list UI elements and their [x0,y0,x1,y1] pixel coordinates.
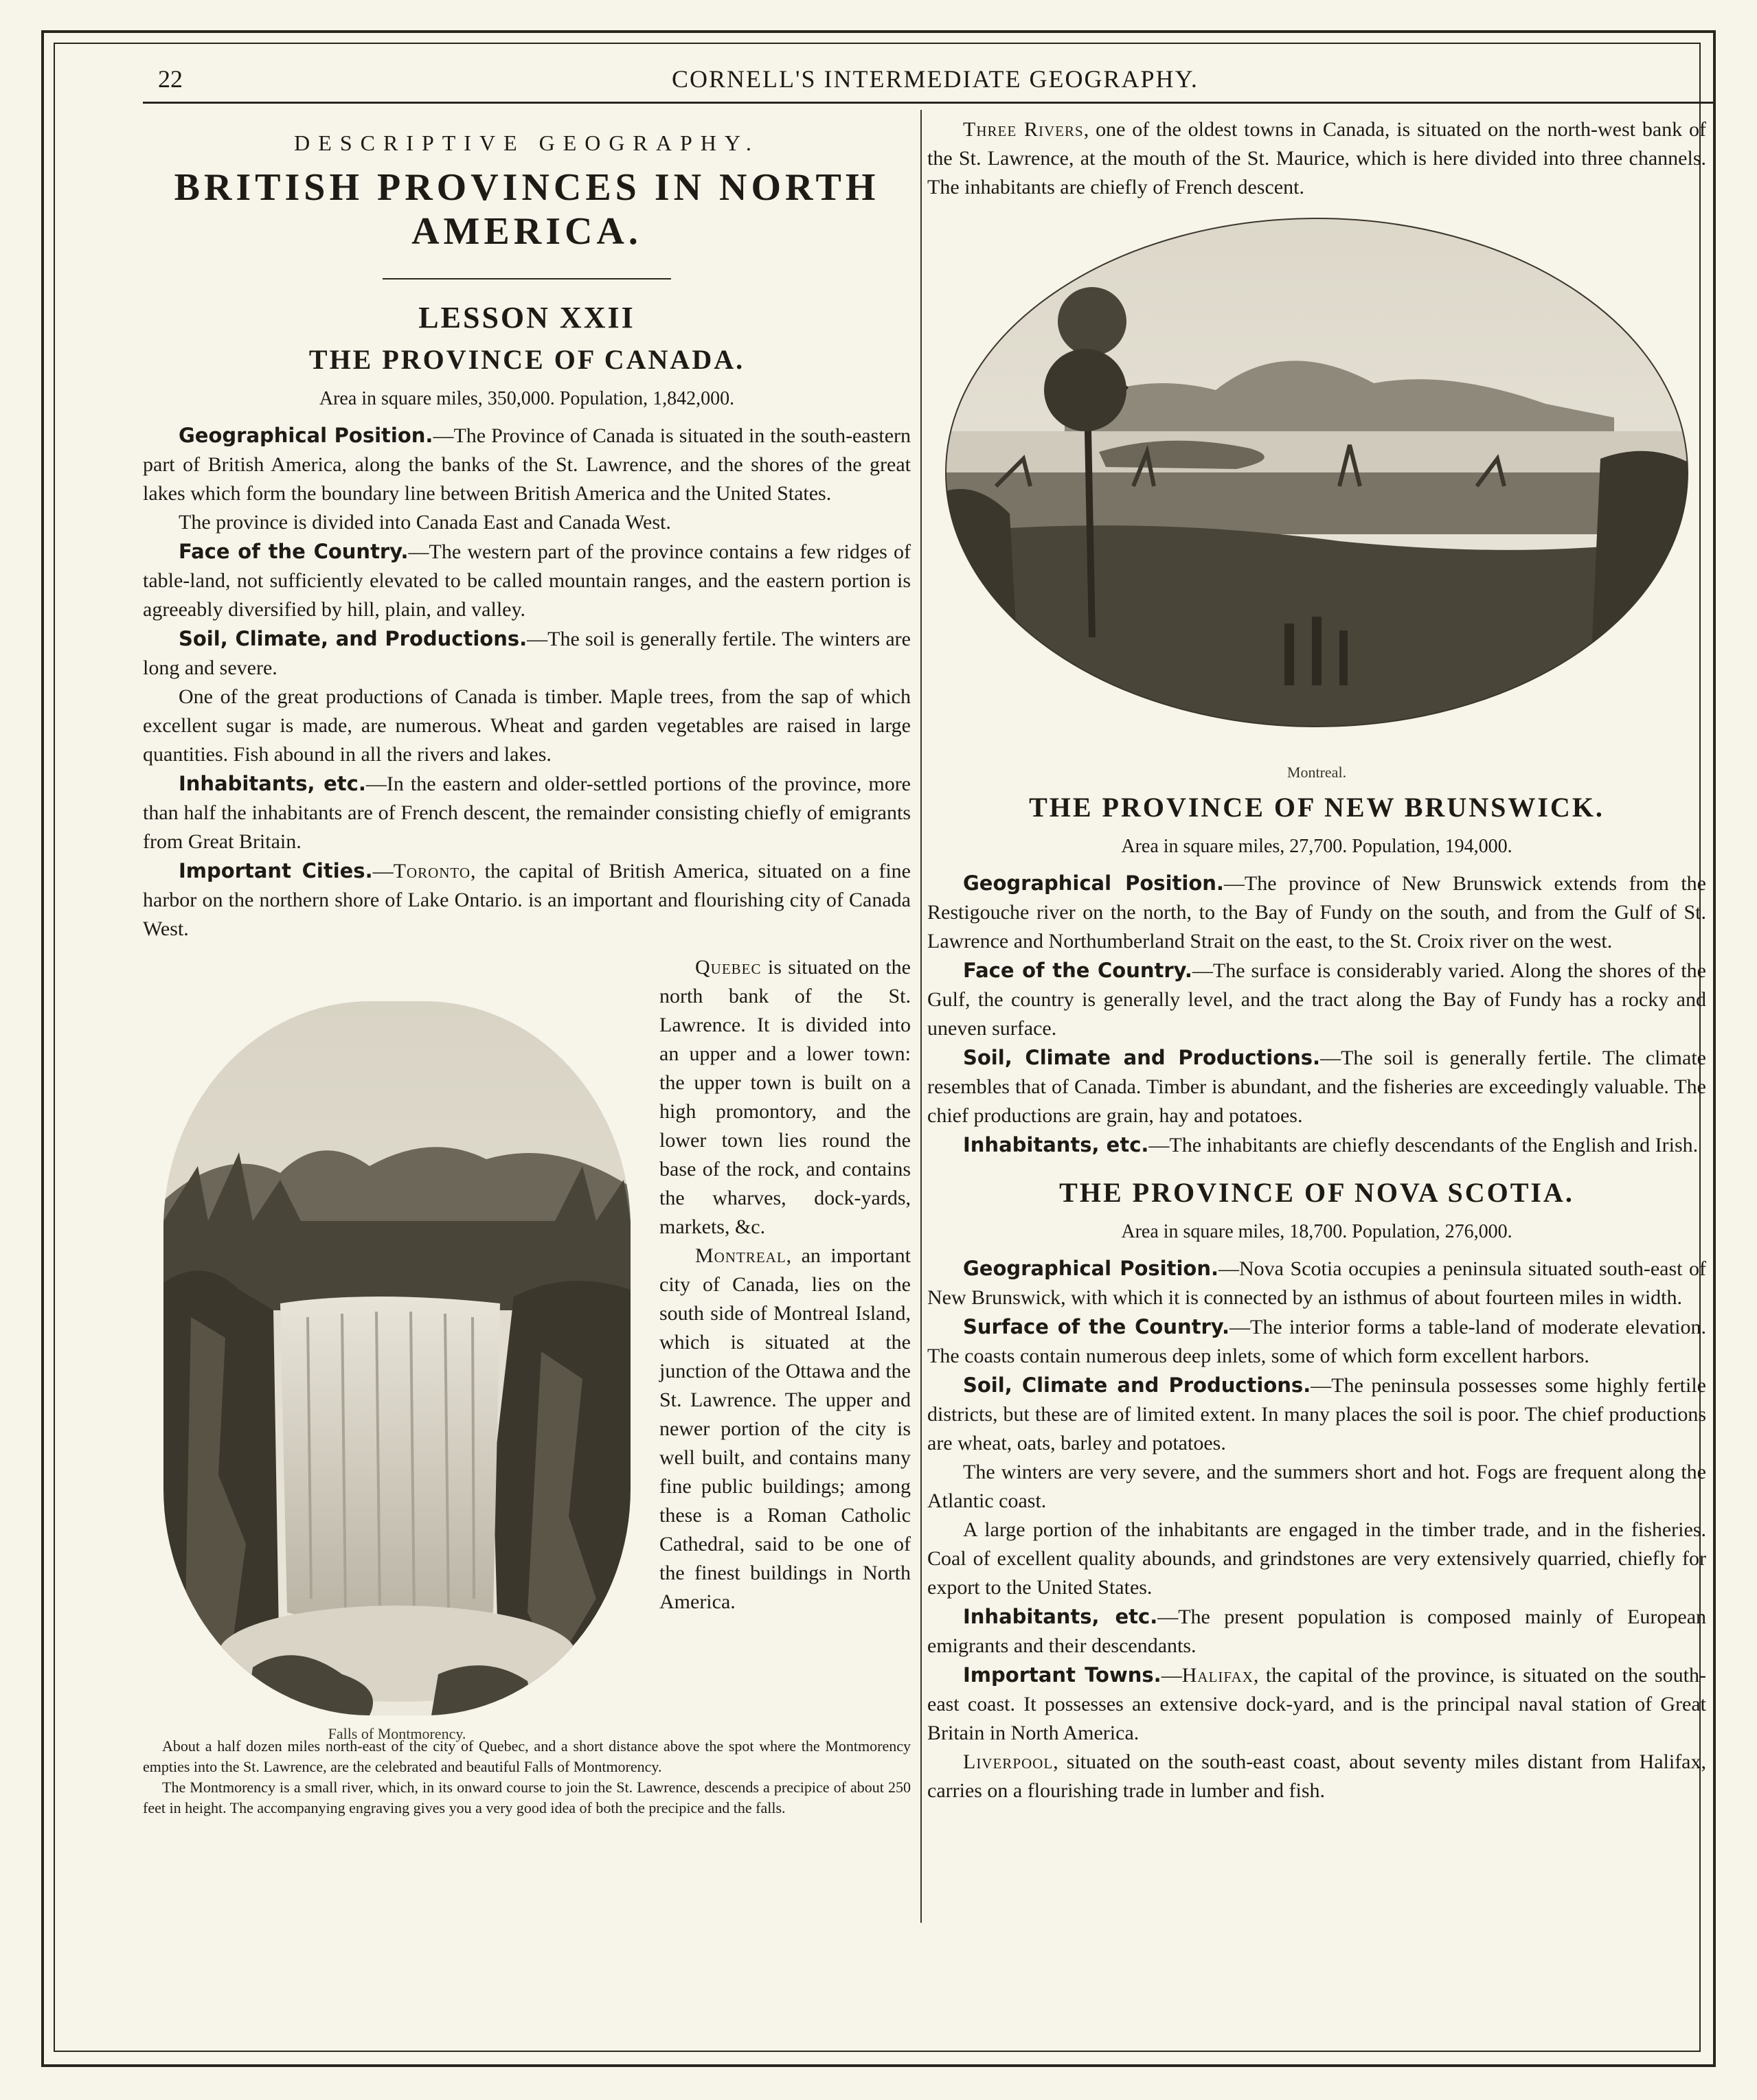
nb-soil-paragraph: Soil, Climate and Productions.—The soil is generally fertile. The climate resembles that of Canada. Timber is abundant, and the fisheries are exceedingly valuable. The chief productions are grain, hay and potatoes. [927,1046,1706,1127]
province-title-nova-scotia: THE PROVINCE OF NOVA SCOTIA. [1059,1177,1574,1208]
ns-towns-paragraph: Important Towns.—Halifax, the capital of the province, is situated on the south-east coast. It possesses an extensive dock-yard, and is the principal naval station of Great Britain in North America. [927,1663,1706,1744]
canada-divided-paragraph: The province is divided into Canada East and Canada West. [179,511,671,534]
montreal-caption: Montreal. [1286,764,1347,781]
footnote-falls-location: About a half dozen miles north-east of the city of Quebec, and a short distance above the spot where the Montmorency empties into the St. Lawrence, are the celebrated and beautiful Falls of Montmorency. [143,1737,911,1775]
province-title-canada: THE PROVINCE OF CANADA. [308,344,745,375]
ns-surface-paragraph: Surface of the Country.—The interior forms a table-land of moderate elevation. The coasts contain numerous deep inlets, some of which form excellent harbors. [927,1315,1706,1367]
quebec-montreal-text [659,953,911,1617]
canada-inhabitants-paragraph: Inhabitants, etc.—In the eastern and older-settled portions of the province, more than half the inhabitants are of French descent, the remainder consisting chiefly of emigrants from Great Britain. [143,772,911,853]
nb-inhabitants-paragraph: Inhabitants, etc.—The inhabitants are chiefly descendants of the English and Irish. [963,1133,1699,1156]
right-column [927,115,1706,1805]
falls-figure [143,994,651,1743]
falls-caption: Falls of Montmorency. [328,1725,466,1742]
running-title: CORNELL'S INTERMEDIATE GEOGRAPHY. [672,65,1199,93]
falls-of-montmorency-engraving [143,994,651,1722]
province-title-new-brunswick: THE PROVINCE OF NEW BRUNSWICK. [1029,792,1605,823]
canada-cities-paragraph: Important Cities.—Toronto, the capital of British America, situated on a fine harbor on the northern shore of Lake Ontario. is an important and flourishing city of Canada West. [143,859,911,940]
left-column [143,124,911,1818]
canada-soil-paragraph: Soil, Climate, and Productions.—The soil is generally fertile. The winters are long and severe. [143,627,911,679]
main-title: BRITISH PROVINCES IN NORTH AMERICA. [174,166,880,253]
lesson-title: LESSON XXII [418,301,635,334]
montreal-engraving [927,212,1706,761]
footnote-falls-height: The Montmorency is a small river, which, in its onward course to join the St. Lawrence, descends a precipice of about 250 feet in height. The accompanying engraving gives you a very good idea of both the precipice and the falls. [143,1779,911,1816]
canada-geo-paragraph: Geographical Position.—The Province of Canada is situated in the south-eastern part of British America, along the banks of the St. Lawrence, and the shores of the great lakes which form the boundary line between British America and the United States. [143,424,911,505]
page-header [143,60,1713,104]
ns-winters-paragraph: The winters are very severe, and the summers short and hot. Fogs are frequent along the Atlantic coast. [927,1461,1706,1512]
canada-face-paragraph: Face of the Country.—The western part of the province contains a few ridges of table-land, not sufficiently elevated to be called mountain ranges, and the eastern portion is agreeably diversified by hill, plain, and valley. [143,540,911,621]
section-label: DESCRIPTIVE GEOGRAPHY. [294,130,760,155]
page-number: 22 [158,65,183,93]
ns-geo-paragraph: Geographical Position.—Nova Scotia occupies a peninsula situated south-east of New Brunswick, with which it is connected by an isthmus of about fourteen miles in width. [927,1257,1707,1309]
ns-inhabitants-paragraph: Inhabitants, etc.—The present population is composed mainly of European emigrants and their descendants. [927,1605,1707,1657]
title-rule [383,278,671,279]
nb-geo-paragraph: Geographical Position.—The province of New Brunswick extends from the Restigouche river on the north, to the Bay of Fundy on the south, and from the Gulf of St. Lawrence and Northumberland Strait on the east, to the St. Croix river on the west. [927,871,1706,952]
montreal-paragraph: Montreal, an important city of Canada, lies on the south side of Montreal Island, which is situated at the junction of the Ottawa and the St. Lawrence. The upper and newer portion of the city is well built, and contains many fine public buildings; among these is a Roman Catholic Cathedral, said to be one of the finest buildings in North America. [659,1244,911,1613]
ns-liverpool-paragraph: Liverpool, situated on the south-east coast, about seventy miles distant from Halifax, carries on a flourishing trade in lumber and fish. [927,1750,1706,1802]
ns-soil-paragraph: Soil, Climate and Productions.—The peninsula possesses some highly fertile districts, but these are of limited extent. In many places the soil is poor. The chief productions are wheat, oats, barley and potatoes. [927,1373,1706,1454]
nb-area: Area in square miles, 27,700. Population, 194,000. [1121,836,1512,857]
canada-area: Area in square miles, 350,000. Population, 1,842,000. [319,388,735,409]
canada-timber-paragraph: One of the great productions of Canada is timber. Maple trees, from the sap of which excellent sugar is made, are numerous. Wheat and garden vegetables are raised in large quantities. Fish abound in all the rivers and lakes. [143,685,911,766]
quebec-montreal-block [143,953,911,1742]
nb-face-paragraph: Face of the Country.—The surface is considerably varied. Along the shores of the Gulf, the country is generally level, and the tract along the Bay of Fundy has a rocky and uneven surface. [927,959,1706,1040]
ns-area: Area in square miles, 18,700. Population, 276,000. [1121,1221,1512,1242]
quebec-paragraph: Quebec is situated on the north bank of the St. Lawrence. It is divided into an upper and a lower town: the upper town is built on a high promontory, and the lower town lies round the base of the rock, and contains the wharves, dock-yards, markets, &c. [659,956,911,1238]
ns-timber-paragraph: A large portion of the inhabitants are engaged in the timber trade, and in the fisheries. Coal of excellent quality abounds, and grindstones are very extensively quarried, chiefly for export to the United States. [927,1518,1706,1599]
three-rivers-paragraph: Three Rivers, one of the oldest towns in Canada, is situated on the north-west bank of the St. Lawrence, at the mouth of the St. Maurice, which is here divided into three channels. The inhabitants are chiefly of French descent. [927,118,1706,198]
column-divider [920,110,922,1923]
